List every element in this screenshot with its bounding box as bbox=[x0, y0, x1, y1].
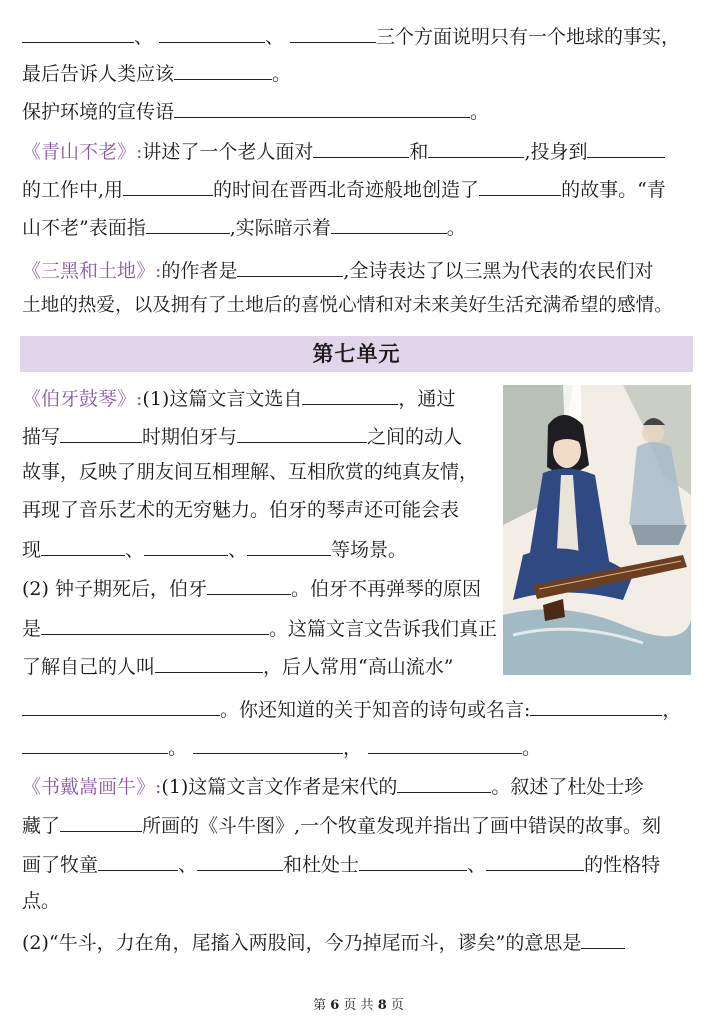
boya-line-2 bbox=[22, 422, 462, 450]
qingshan-line-1 bbox=[22, 137, 665, 165]
answer-blank[interactable] bbox=[313, 137, 409, 158]
earth-line-3 bbox=[22, 97, 489, 125]
text: 的故事。“青 bbox=[561, 179, 666, 201]
text: 点。 bbox=[22, 890, 61, 912]
text: 所画的《斗牛图》,一个牧童发现并指出了画中错误的故事。刻 bbox=[142, 815, 662, 837]
boya-guqin-illustration bbox=[503, 385, 691, 675]
text: ,实际暗示着 bbox=[229, 217, 331, 239]
text: ,投身到 bbox=[524, 141, 588, 163]
answer-blank[interactable] bbox=[22, 22, 134, 43]
text: 。叙述了杜处士珍 bbox=[491, 776, 644, 798]
answer-blank[interactable] bbox=[486, 850, 584, 871]
earth-text: 保护环境的宣传语 bbox=[22, 101, 175, 123]
answer-blank[interactable] bbox=[587, 137, 665, 158]
answer-blank[interactable] bbox=[359, 850, 467, 871]
separator: 、 bbox=[265, 26, 285, 48]
answer-blank[interactable] bbox=[479, 175, 561, 196]
text: 之间的动人 bbox=[367, 426, 463, 448]
qingshan-line-2 bbox=[22, 175, 666, 203]
page-footer bbox=[0, 994, 717, 1013]
answer-blank[interactable] bbox=[331, 213, 447, 234]
punctuation: 。 bbox=[470, 101, 490, 123]
answer-blank[interactable] bbox=[22, 733, 168, 754]
text: 的性格特 bbox=[584, 854, 661, 876]
answer-blank[interactable] bbox=[247, 535, 331, 556]
boya-line-5 bbox=[22, 535, 407, 563]
text: (1)这篇文言文选自 bbox=[142, 388, 303, 410]
footer-text: 第 bbox=[313, 998, 327, 1013]
punctuation: ， bbox=[343, 737, 363, 759]
answer-blank[interactable] bbox=[174, 59, 272, 80]
text: 讲述了一个老人面对 bbox=[142, 141, 314, 163]
separator: 、 bbox=[125, 539, 145, 561]
punctuation: ， bbox=[662, 699, 682, 721]
text: 和 bbox=[409, 141, 429, 163]
text: (1)这篇文言文作者是宋代的 bbox=[161, 776, 398, 798]
answer-blank[interactable] bbox=[428, 137, 524, 158]
sanhei-line-2 bbox=[22, 293, 673, 319]
earth-text: 三个方面说明只有一个地球的事实， bbox=[376, 26, 681, 48]
punctuation: 。 bbox=[522, 737, 542, 759]
footer-text: 页 bbox=[390, 998, 404, 1013]
boya-line-7 bbox=[22, 614, 497, 642]
shudai-line-1 bbox=[22, 772, 643, 800]
answer-blank[interactable] bbox=[41, 614, 269, 635]
answer-blank[interactable] bbox=[60, 811, 142, 832]
answer-blank[interactable] bbox=[207, 574, 291, 595]
punctuation: 。 bbox=[446, 217, 466, 239]
answer-blank[interactable] bbox=[22, 695, 220, 716]
answer-blank[interactable] bbox=[174, 97, 470, 118]
answer-blank[interactable] bbox=[581, 928, 625, 949]
text: 。这篇文言文告诉我们真正 bbox=[269, 618, 498, 640]
lesson-title: 《书戴嵩画牛》: bbox=[22, 776, 162, 798]
boya-line-4 bbox=[22, 497, 459, 523]
qingshan-line-3 bbox=[22, 213, 466, 241]
shudai-line-4 bbox=[22, 888, 60, 914]
boya-line-6 bbox=[22, 574, 481, 602]
text: 。伯牙不再弹琴的原因 bbox=[290, 578, 481, 600]
earth-line-1 bbox=[22, 22, 680, 50]
boya-line-3 bbox=[22, 459, 478, 485]
text: 描写 bbox=[22, 426, 61, 448]
punctuation: 。 bbox=[272, 63, 292, 85]
text: 时期伯牙与 bbox=[142, 426, 238, 448]
answer-blank[interactable] bbox=[123, 175, 213, 196]
answer-blank[interactable] bbox=[397, 772, 491, 793]
unit-heading: 第七单元 bbox=[312, 341, 401, 366]
text: ,全诗表达了以三黑为代表的农民们对 bbox=[343, 260, 654, 282]
illustration-svg bbox=[503, 385, 691, 675]
lesson-title: 《青山不老》: bbox=[22, 141, 143, 163]
boya-line-9 bbox=[22, 695, 681, 723]
answer-blank[interactable] bbox=[155, 652, 263, 673]
text: 画了牧童 bbox=[22, 854, 99, 876]
text: 山不老”表面指 bbox=[22, 217, 146, 239]
unit-heading-bar bbox=[20, 336, 693, 372]
separator: 、 bbox=[467, 854, 487, 876]
answer-blank[interactable] bbox=[302, 384, 398, 405]
text: 藏了 bbox=[22, 815, 61, 837]
boya-line-10 bbox=[22, 733, 541, 761]
answer-blank[interactable] bbox=[159, 22, 265, 43]
text: 的作者是 bbox=[161, 260, 238, 282]
answer-blank[interactable] bbox=[237, 256, 343, 277]
answer-blank[interactable] bbox=[98, 850, 178, 871]
text: ，后人常用“高山流水” bbox=[263, 656, 454, 678]
current-page-number: 6 bbox=[330, 998, 340, 1013]
shudai-line-3 bbox=[22, 850, 660, 878]
answer-blank[interactable] bbox=[530, 695, 662, 716]
text: 了解自己的人叫 bbox=[22, 656, 156, 678]
lesson-title: 《伯牙鼓琴》: bbox=[22, 388, 143, 410]
answer-blank[interactable] bbox=[60, 422, 142, 443]
shudai-line-5 bbox=[22, 928, 625, 956]
text: 等场景。 bbox=[331, 539, 408, 561]
separator: 、 bbox=[178, 854, 198, 876]
text: 的工作中,用 bbox=[22, 179, 124, 201]
text: (2)“牛斗，力在角，尾搐入两股间，今乃掉尾而斗，谬矣”的意思是 bbox=[22, 932, 582, 954]
text: ，通过 bbox=[398, 388, 456, 410]
text: 土地的热爱，以及拥有了土地后的喜悦心情和对未来美好生活充满希望的感情。 bbox=[22, 295, 673, 316]
lesson-title: 《三黑和土地》: bbox=[22, 260, 162, 282]
earth-line-2 bbox=[22, 59, 291, 87]
text: (2) 钟子期死后，伯牙 bbox=[22, 578, 207, 600]
answer-blank[interactable] bbox=[41, 535, 125, 556]
sanhei-line-1 bbox=[22, 256, 653, 284]
text: 故事，反映了朋友间互相理解、互相欣赏的纯真友情， bbox=[22, 461, 479, 483]
separator: 、 bbox=[134, 26, 154, 48]
text: 和杜处士 bbox=[283, 854, 360, 876]
text: 的时间在晋西北奇迹般地创造了 bbox=[213, 179, 480, 201]
answer-blank[interactable] bbox=[237, 422, 367, 443]
text: 现 bbox=[22, 539, 42, 561]
answer-blank[interactable] bbox=[290, 22, 376, 43]
boya-line-1 bbox=[22, 384, 455, 412]
text: 。你还知道的关于知音的诗句或名言: bbox=[220, 699, 531, 721]
total-page-number: 8 bbox=[377, 998, 387, 1013]
boya-line-8 bbox=[22, 652, 453, 680]
separator: 、 bbox=[228, 539, 248, 561]
punctuation: 。 bbox=[168, 737, 188, 759]
answer-blank[interactable] bbox=[193, 733, 343, 754]
answer-blank[interactable] bbox=[197, 850, 283, 871]
footer-text: 页 共 bbox=[343, 998, 374, 1013]
earth-text: 最后告诉人类应该 bbox=[22, 63, 175, 85]
answer-blank[interactable] bbox=[368, 733, 522, 754]
answer-blank[interactable] bbox=[146, 213, 230, 234]
answer-blank[interactable] bbox=[144, 535, 228, 556]
text: 是 bbox=[22, 618, 42, 640]
shudai-line-2 bbox=[22, 811, 661, 839]
text: 再现了音乐艺术的无穷魅力。伯牙的琴声还可能会表 bbox=[22, 499, 460, 521]
